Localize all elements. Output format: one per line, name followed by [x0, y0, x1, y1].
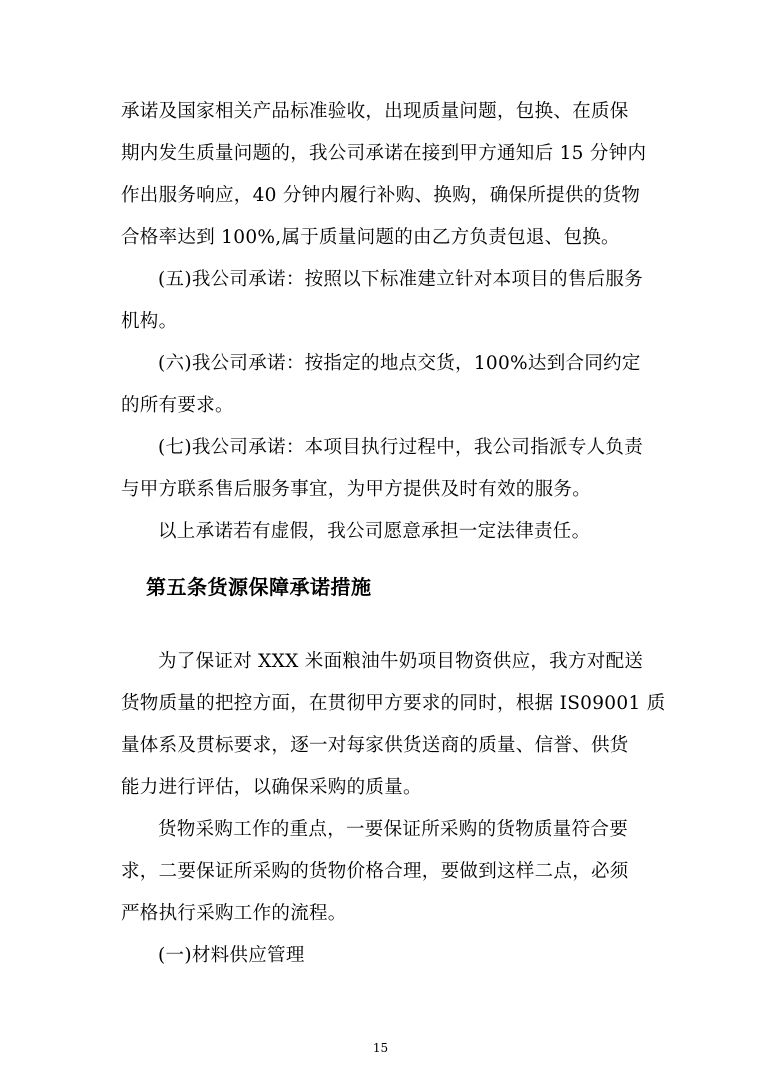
paragraph-line: 货物质量的把控方面，在贯彻甲方要求的同时，根据 IS09001 质	[121, 693, 666, 714]
paragraph-line: 承诺及国家相关产品标准验收，出现质量问题，包换、在质保	[121, 101, 629, 122]
paragraph-line: (六)我公司承诺：按指定的地点交货，100%达到合同约定	[158, 353, 641, 374]
paragraph-line: 与甲方联系售后服务事宜，为甲方提供及时有效的服务。	[121, 479, 592, 500]
paragraph-line: 严格执行采购工作的流程。	[121, 903, 347, 924]
section-heading: 第五条货源保障承诺措施	[146, 575, 372, 599]
paragraph-line: 能力进行评估，以确保采购的质量。	[121, 777, 422, 798]
paragraph-line: 的所有要求。	[121, 395, 234, 416]
paragraph-line: 求，二要保证所采购的货物价格合理，要做到这样二点，必须	[121, 861, 629, 882]
paragraph-line: 机构。	[121, 311, 178, 332]
paragraph-line: 以上承诺若有虚假，我公司愿意承担一定法律责任。	[158, 521, 591, 542]
paragraph-line: (七)我公司承诺：本项目执行过程中，我公司指派专人负责	[158, 437, 644, 458]
paragraph-line: 为了保证对 XXX 米面粮油牛奶项目物资供应，我方对配送	[158, 651, 644, 672]
paragraph-line: 量体系及贯标要求，逐一对每家供货送商的质量、信誉、供货	[121, 735, 629, 756]
paragraph-line: 期内发生质量问题的，我公司承诺在接到甲方通知后 15 分钟内	[121, 143, 647, 164]
paragraph-line: (五)我公司承诺：按照以下标准建立针对本项目的售后服务	[158, 269, 644, 290]
page-number: 15	[372, 1041, 389, 1055]
paragraph-line: 作出服务响应，40 分钟内履行补购、换购，确保所提供的货物	[121, 185, 641, 206]
paragraph-line: 货物采购工作的重点，一要保证所采购的货物质量符合要	[158, 819, 629, 840]
paragraph-line: (一)材料供应管理	[158, 945, 305, 966]
paragraph-line: 合格率达到 100%,属于质量问题的由乙方负责包退、包换。	[121, 227, 620, 248]
